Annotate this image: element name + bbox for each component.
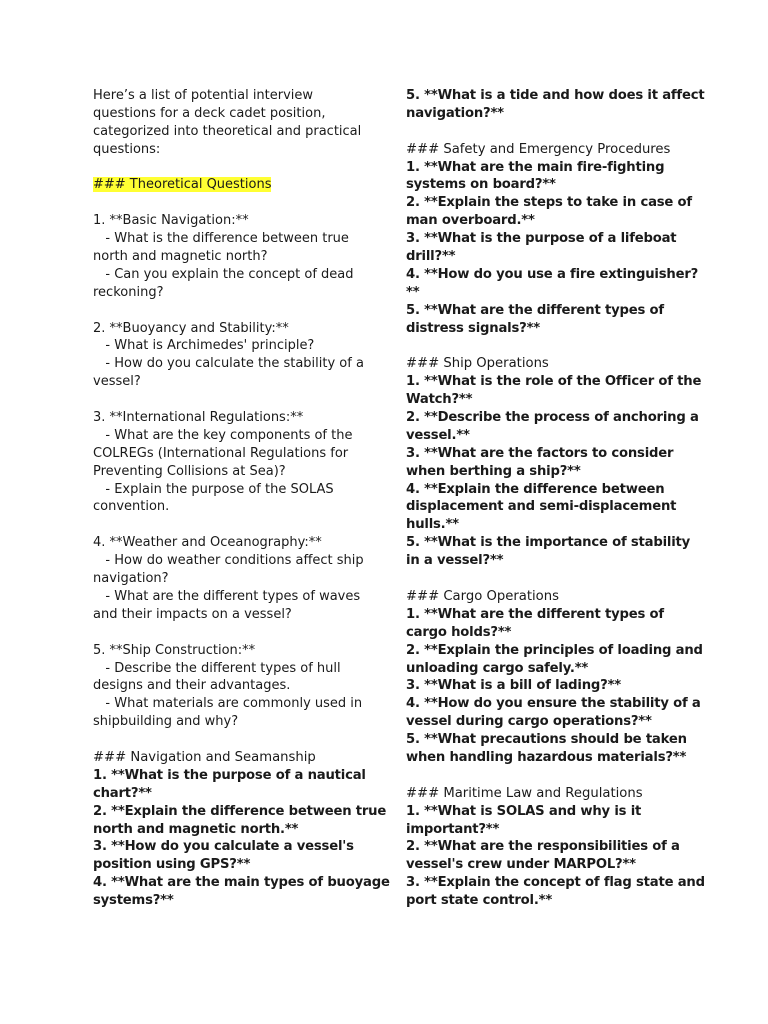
question-line: north and magnetic north.** — [93, 821, 299, 837]
question-line: 5. **What precautions should be taken — [406, 732, 687, 748]
question-line: chart?** — [93, 785, 152, 801]
question-line: 3. **Explain the concept of flag state and — [406, 875, 705, 891]
question-line: port state control.** — [406, 893, 553, 909]
question-line: unloading cargo safely.** — [406, 660, 589, 676]
text-line: - What are the different types of waves — [93, 588, 361, 604]
right-text-column — [406, 87, 705, 910]
left-text-column — [93, 87, 390, 910]
question-line: drill?** — [406, 249, 456, 265]
text-line: 5. **Ship Construction:** — [93, 642, 256, 658]
text-line: COLREGs (International Regulations for — [93, 445, 349, 461]
text-line: reckoning? — [93, 284, 164, 300]
section-heading: ### Navigation and Seamanship — [93, 749, 316, 765]
question-line: 5. **What is a tide and how does it affect — [406, 88, 705, 103]
text-line: - Describe the different types of hull — [93, 660, 341, 676]
question-line: displacement and semi-displacement — [406, 499, 677, 515]
question-line: 1. **What are the different types of — [406, 606, 664, 622]
text-line: Here’s a list of potential interview — [93, 88, 314, 103]
highlighted-section-heading — [93, 176, 365, 194]
question-line: systems?** — [93, 893, 174, 909]
question-line: vessel.** — [406, 427, 470, 443]
question-line: in a vessel?** — [406, 553, 504, 569]
text-line: shipbuilding and why? — [93, 714, 239, 730]
section-heading: ### Maritime Law and Regulations — [406, 785, 643, 801]
question-line: distress signals?** — [406, 320, 540, 336]
question-line: 5. **What are the different types of — [406, 302, 664, 318]
text-line: questions for a deck cadet position, — [93, 105, 326, 121]
text-line: 1. **Basic Navigation:** — [93, 213, 249, 229]
text-line: 2. **Buoyancy and Stability:** — [93, 320, 289, 336]
section-heading: ### Ship Operations — [406, 356, 549, 372]
question-line: 5. **What is the importance of stability — [406, 535, 691, 551]
question-line: hulls.** — [406, 517, 459, 533]
text-line: 4. **Weather and Oceanography:** — [93, 535, 322, 551]
text-line: - How do you calculate the stability of a — [93, 356, 364, 372]
blank-line — [406, 767, 678, 785]
question-line: when berthing a ship?** — [406, 463, 581, 479]
question-line: vessel during cargo operations?** — [406, 714, 652, 730]
text-line: convention. — [93, 499, 170, 515]
question-line: when handling hazardous materials?** — [406, 749, 687, 765]
question-line: 3. **What are the factors to consider — [406, 445, 674, 461]
text-line: - Can you explain the concept of dead — [93, 266, 354, 282]
blank-line — [406, 123, 678, 141]
question-line: 2. **What are the responsibilities of a — [406, 839, 680, 855]
blank-line — [93, 391, 365, 409]
question-line: cargo holds?** — [406, 624, 512, 640]
text-line: questions: — [93, 141, 161, 157]
blank-line — [406, 570, 678, 588]
blank-line — [93, 731, 365, 749]
question-line: 2. **Explain the steps to take in case of — [406, 195, 692, 211]
question-line: 1. **What is the role of the Officer of the — [406, 374, 702, 390]
text-line: vessel? — [93, 374, 141, 390]
question-line: 2. **Explain the difference between true — [93, 803, 387, 819]
text-line: - How do weather conditions affect ship — [93, 553, 364, 569]
question-line: 3. **What is the purpose of a lifeboat — [406, 231, 677, 247]
blank-line — [93, 194, 365, 212]
text-line: - What is Archimedes' principle? — [93, 338, 315, 354]
question-line: 4. **How do you use a fire extinguisher? — [406, 266, 699, 282]
text-line: 3. **International Regulations:** — [93, 410, 304, 426]
text-line: - Explain the purpose of the SOLAS — [93, 481, 334, 497]
text-line: - What materials are commonly used in — [93, 696, 363, 712]
section-heading: ### Safety and Emergency Procedures — [406, 141, 671, 157]
text-line: - What are the key components of the — [93, 427, 353, 443]
question-line: 2. **Describe the process of anchoring a — [406, 410, 699, 426]
question-line: 1. **What is SOLAS and why is it — [406, 803, 642, 819]
question-line: 3. **What is a bill of lading?** — [406, 678, 621, 694]
blank-line — [93, 624, 365, 642]
text-line: designs and their advantages. — [93, 678, 291, 694]
question-line: 4. **How do you ensure the stability of a — [406, 696, 701, 712]
question-line: 4. **Explain the difference between — [406, 481, 665, 497]
section-heading: ### Cargo Operations — [406, 588, 559, 604]
question-line: 1. **What are the main fire-fighting — [406, 159, 665, 175]
blank-line — [93, 302, 365, 320]
question-line: position using GPS?** — [93, 857, 251, 873]
question-line: vessel's crew under MARPOL?** — [406, 857, 636, 873]
blank-line — [406, 337, 678, 355]
question-line: ** — [406, 284, 420, 300]
question-line: 2. **Explain the principles of loading and — [406, 642, 703, 658]
question-line: man overboard.** — [406, 213, 535, 229]
text-line: - What is the difference between true — [93, 231, 349, 247]
question-line: important?** — [406, 821, 500, 837]
text-line: Preventing Collisions at Sea)? — [93, 463, 286, 479]
text-line: and their impacts on a vessel? — [93, 606, 292, 622]
question-line: navigation?** — [406, 105, 504, 121]
highlight-mark: ### Theoretical Questions — [93, 177, 272, 193]
question-line: systems on board?** — [406, 177, 556, 193]
blank-line — [93, 516, 365, 534]
question-line: 4. **What are the main types of buoyage — [93, 875, 390, 891]
text-line: navigation? — [93, 571, 169, 587]
text-line: north and magnetic north? — [93, 249, 268, 265]
text-line: categorized into theoretical and practical — [93, 123, 362, 139]
question-line: 1. **What is the purpose of a nautical — [93, 767, 366, 783]
blank-line — [93, 159, 365, 177]
question-line: Watch?** — [406, 392, 473, 408]
question-line: 3. **How do you calculate a vessel's — [93, 839, 354, 855]
